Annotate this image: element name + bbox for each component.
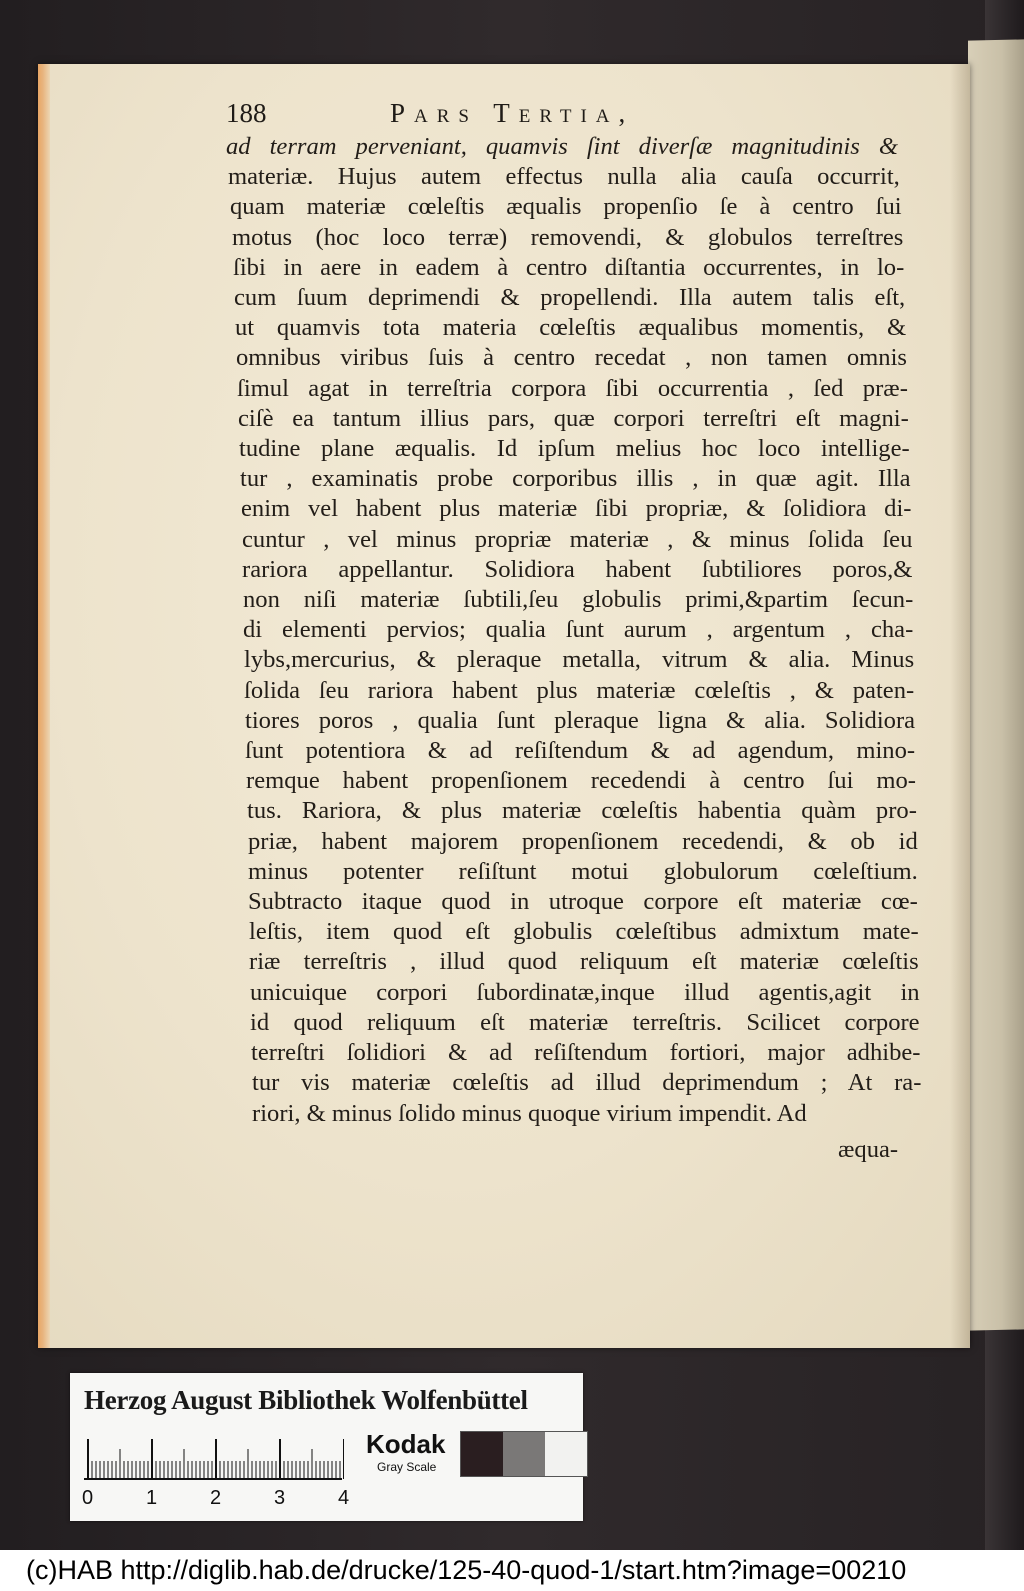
- text-line: ſimul agat in terreſtria corpora ſibi occurrentia , ſed præ-: [237, 374, 908, 402]
- gray-scale-patches: [460, 1431, 588, 1477]
- text-line: terreſtri ſolidiori & ad reſiſtendum fortiori, major adhibe-: [251, 1039, 921, 1067]
- text-line: tur , examinatis probe corporibus illis , in quæ agit. Illa: [240, 465, 911, 493]
- gray-patch: [503, 1432, 545, 1476]
- catchword: æqua-: [838, 1136, 899, 1163]
- gutter-shadow: [950, 64, 970, 1348]
- kodak-logo: Kodak: [366, 1429, 446, 1459]
- page-foxed-edge: [38, 64, 50, 1348]
- ruler-label: 0: [82, 1487, 94, 1509]
- text-line: non niſi materiæ ſubtili,ſeu globulis primi,&partim ſecun-: [243, 586, 914, 614]
- ruler-label: 1: [146, 1487, 158, 1509]
- text-line: tiores poros , qualia ſunt pleraque ligna & alia. Solidiora: [245, 706, 916, 734]
- text-line: cuntur , vel minus propriæ materiæ , & minus ſolida ſeu: [242, 525, 913, 553]
- library-name: Herzog August Bibliothek Wolfenbüttel: [84, 1385, 528, 1415]
- color-scale-card: [70, 1373, 583, 1521]
- text-line: leſtis, item quod eſt globulis cœleſtibus admixtum mate-: [249, 918, 919, 946]
- text-line: quam materiæ cœleſtis æqualis propenſio ſe à centro ſui: [230, 193, 902, 221]
- text-line: tudine plane æqualis. Id ipſum melius hoc loco intellige-: [239, 435, 910, 463]
- text-line: ſibi in aere in eadem à centro diſtantia occurrentes, in lo-: [233, 253, 905, 281]
- running-title: Pars Tertia,: [390, 98, 635, 128]
- text-line: riori, & minus ſolido minus quoque virium impendit. Ad: [252, 1099, 807, 1127]
- ruler-label: 2: [210, 1487, 222, 1509]
- ruler-label: 4: [338, 1487, 350, 1509]
- text-line: rariora appellantur. Solidiora habent ſubtiliores poros,&: [242, 555, 913, 583]
- gray-patch: [461, 1432, 503, 1476]
- body-text: [226, 132, 922, 1129]
- text-line: di elementi pervios; qualia ſunt aurum , argentum , cha-: [243, 616, 914, 644]
- ruler-label: 3: [274, 1487, 286, 1509]
- text-line: ſolida ſeu rariora habent plus materiæ cœleſtis , & paten-: [244, 676, 915, 704]
- text-line: materiæ. Hujus autem effectus nulla alia cauſa occurrit,: [228, 163, 900, 191]
- text-line: id quod reliquum eſt materiæ terreſtris. Scilicet corpore: [250, 1008, 920, 1036]
- text-line: Subtracto itaque quod in utroque corpore eſt materiæ cœ-: [248, 888, 918, 916]
- text-line: tus. Rariora, & plus materiæ cœleſtis habentia quàm pro-: [247, 797, 917, 825]
- text-line: remque habent propenſionem recedendi à centro ſui mo-: [246, 767, 916, 795]
- ruler-labels: [84, 1487, 354, 1511]
- text-line: lybs,mercurius, & pleraque metalla, vitrum & alia. Minus: [244, 646, 915, 674]
- text-line: unicuique corpori ſubordinatæ,inque illud agentis,agit in: [250, 978, 920, 1006]
- text-line: ciſè ea tantum illius pars, quæ corpori terreſtri eſt magni-: [238, 404, 909, 432]
- text-line: omnibus viribus ſuis à centro recedat , non tamen omnis: [236, 344, 907, 372]
- facing-page-edge: [968, 39, 1024, 1330]
- page-number: 188: [226, 98, 267, 128]
- credit-footer: (c)HAB http://diglib.hab.de/drucke/125-40-quod-1/start.htm?image=00210: [0, 1550, 1024, 1591]
- text-line: ad terram perveniant, quamvis ſint diverſæ magnitudinis &: [226, 133, 898, 160]
- text-line: cum ſuum deprimendi & propellendi. Illa autem talis eſt,: [234, 284, 906, 312]
- text-line: riæ terreſtris , illud quod reliquum eſt materiæ cœleſtis: [249, 948, 919, 976]
- text-line: priæ, habent majorem propenſionem recedendi, & ob id: [248, 827, 918, 855]
- text-line: motus (hoc loco terræ) removendi, & globulos terreſtres: [232, 223, 904, 251]
- text-line: enim vel habent plus materiæ ſibi propriæ, & ſolidiora di-: [241, 495, 912, 523]
- page-header: [226, 98, 726, 130]
- gray-patch: [545, 1432, 587, 1476]
- gray-scale-label: Gray Scale: [377, 1460, 437, 1474]
- text-line: minus potenter reſiſtunt motui globulorum cœleſtium.: [248, 857, 918, 885]
- ruler-icon: [84, 1435, 344, 1485]
- text-line: tur vis materiæ cœleſtis ad illud deprimendum ; At ra-: [252, 1069, 922, 1097]
- text-line: ut quamvis tota materia cœleſtis æqualibus momentis, &: [235, 314, 907, 342]
- text-line: ſunt potentiora & ad reſiſtendum & ad agendum, mino-: [245, 737, 916, 765]
